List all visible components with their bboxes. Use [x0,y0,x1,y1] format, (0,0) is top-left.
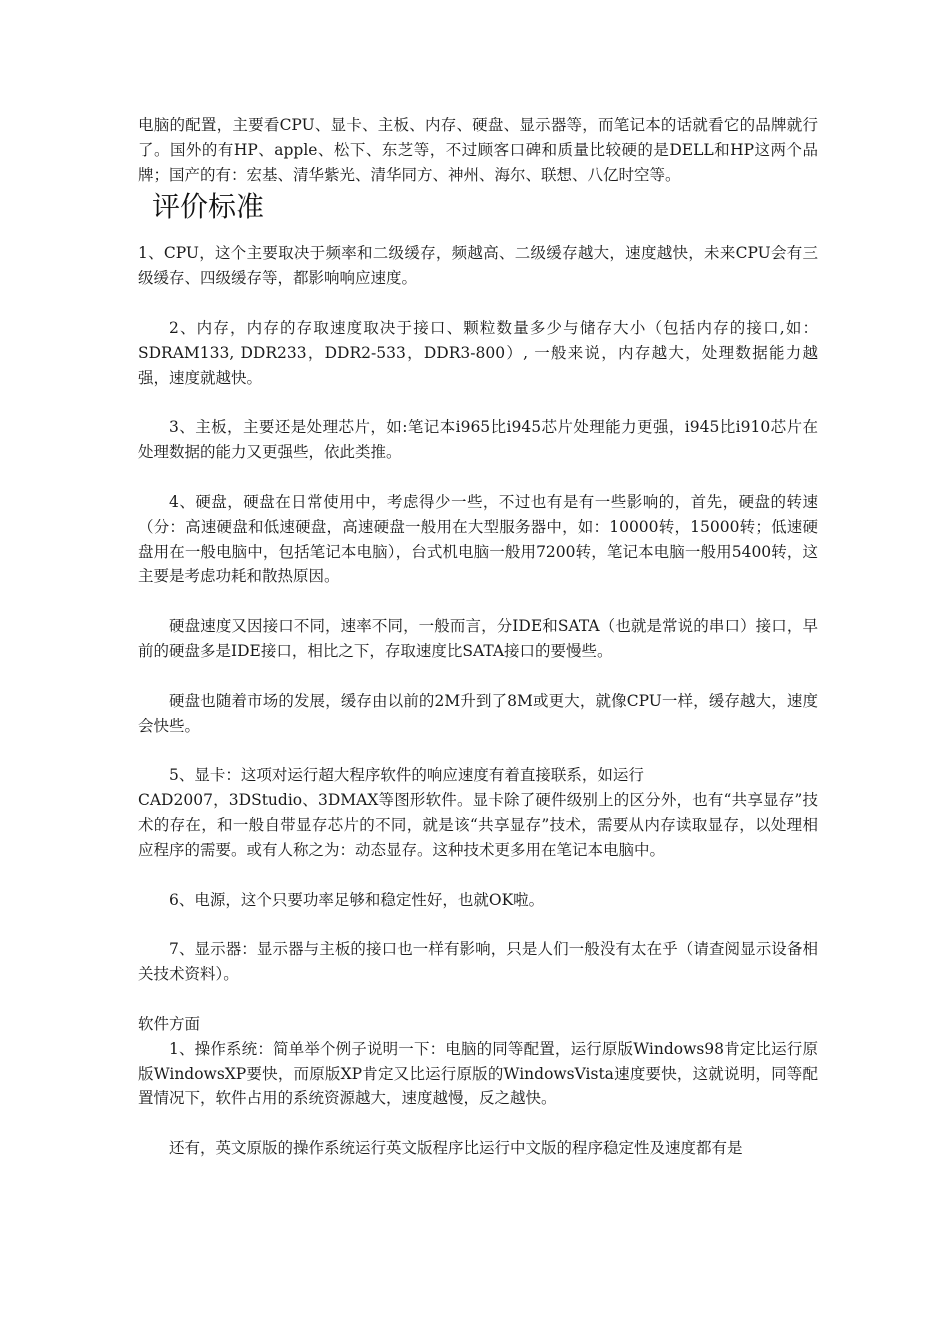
intro-paragraph: 电脑的配置，主要看CPU、显卡、主板、内存、硬盘、显示器等，而笔记本的话就看它的品牌就行了。国外的有HP、apple、松下、东芝等，不过顾客口碑和质量比较硬的是DELL和HP这两个品牌；国产的有：宏基、清华紫光、清华同方、神州、海尔、联想、八亿时空等。 [138,116,818,184]
paragraph-hard-disk: 4、硬盘，硬盘在日常使用中，考虑得少一些，不过也有是有一些影响的，首先，硬盘的转速（分：高速硬盘和低速硬盘，高速硬盘一般用在大型服务器中，如：10000转，15000转；低速硬盘用在一般电脑中，包括笔记本电脑），台式机电脑一般用7200转，笔记本电脑一般用5400转，这主要是考虑功耗和散热原因。 [138,492,818,586]
document-body [138,113,818,1161]
software-section-title: 软件方面 [138,1014,201,1033]
paragraph-disk-cache: 硬盘也随着市场的发展，缓存由以前的2M升到了8M或更大，就像CPU一样，缓存越大，速度会快些。 [138,691,818,735]
paragraph-monitor: 7、显示器：显示器与主板的接口也一样有影响，只是人们一般没有太在乎（请查阅显示设备相关技术资料）。 [138,940,818,984]
paragraph-graphics-card [138,763,818,862]
section-heading: 评价标准 [152,190,265,224]
paragraph-operating-system: 1、操作系统：简单举个例子说明一下：电脑的同等配置，运行原版Windows98肯定比运行原版WindowsXP要快，而原版XP肯定又比运行原版的WindowsVista速度要快，这就说明，同等配置情况下，软件占用的系统资源越大，速度越慢，反之越快。 [138,1039,818,1108]
paragraph-language-versions: 还有，英文原版的操作系统运行英文版程序比运行中文版的程序稳定性及速度都有是 [169,1139,743,1158]
paragraph-motherboard: 3、主板，主要还是处理芯片，如:笔记本i965比i945芯片处理能力更强，i945比i910芯片在处理数据的能力又更强些，依此类推。 [138,418,818,462]
paragraph-power-supply: 6、电源，这个只要功率足够和稳定性好，也就OK啦。 [169,890,545,909]
graphics-card-first-line: 5、显卡：这项对运行超大程序软件的响应速度有着直接联系，如运行 [169,766,644,785]
graphics-card-rest: CAD2007，3DStudio、3DMAX等图形软件。显卡除了硬件级别上的区分外，也有“共享显存”技术的存在，和一般自带显存芯片的不同，就是该“共享显存”技术，需要从内存读取显存，以处理相应程序的需要。或有人称之为：动态显存。这种技术更多用在笔记本电脑中。 [138,791,818,859]
paragraph-memory: 2、内存，内存的存取速度取决于接口、颗粒数量多少与储存大小（包括内存的接口,如：SDRAM133, DDR233，DDR2-533，DDR3-800）, 一般来说，内存越大，处理数据能力越强，速度就越快。 [138,318,818,387]
paragraph-cpu: 1、CPU，这个主要取决于频率和二级缓存，频越高、二级缓存越大，速度越快，未来CPU会有三级缓存、四级缓存等，都影响响应速度。 [138,244,818,288]
paragraph-disk-interface: 硬盘速度又因接口不同，速率不同，一般而言，分IDE和SATA（也就是常说的串口）接口，早前的硬盘多是IDE接口，相比之下，存取速度比SATA接口的要慢些。 [138,617,818,660]
